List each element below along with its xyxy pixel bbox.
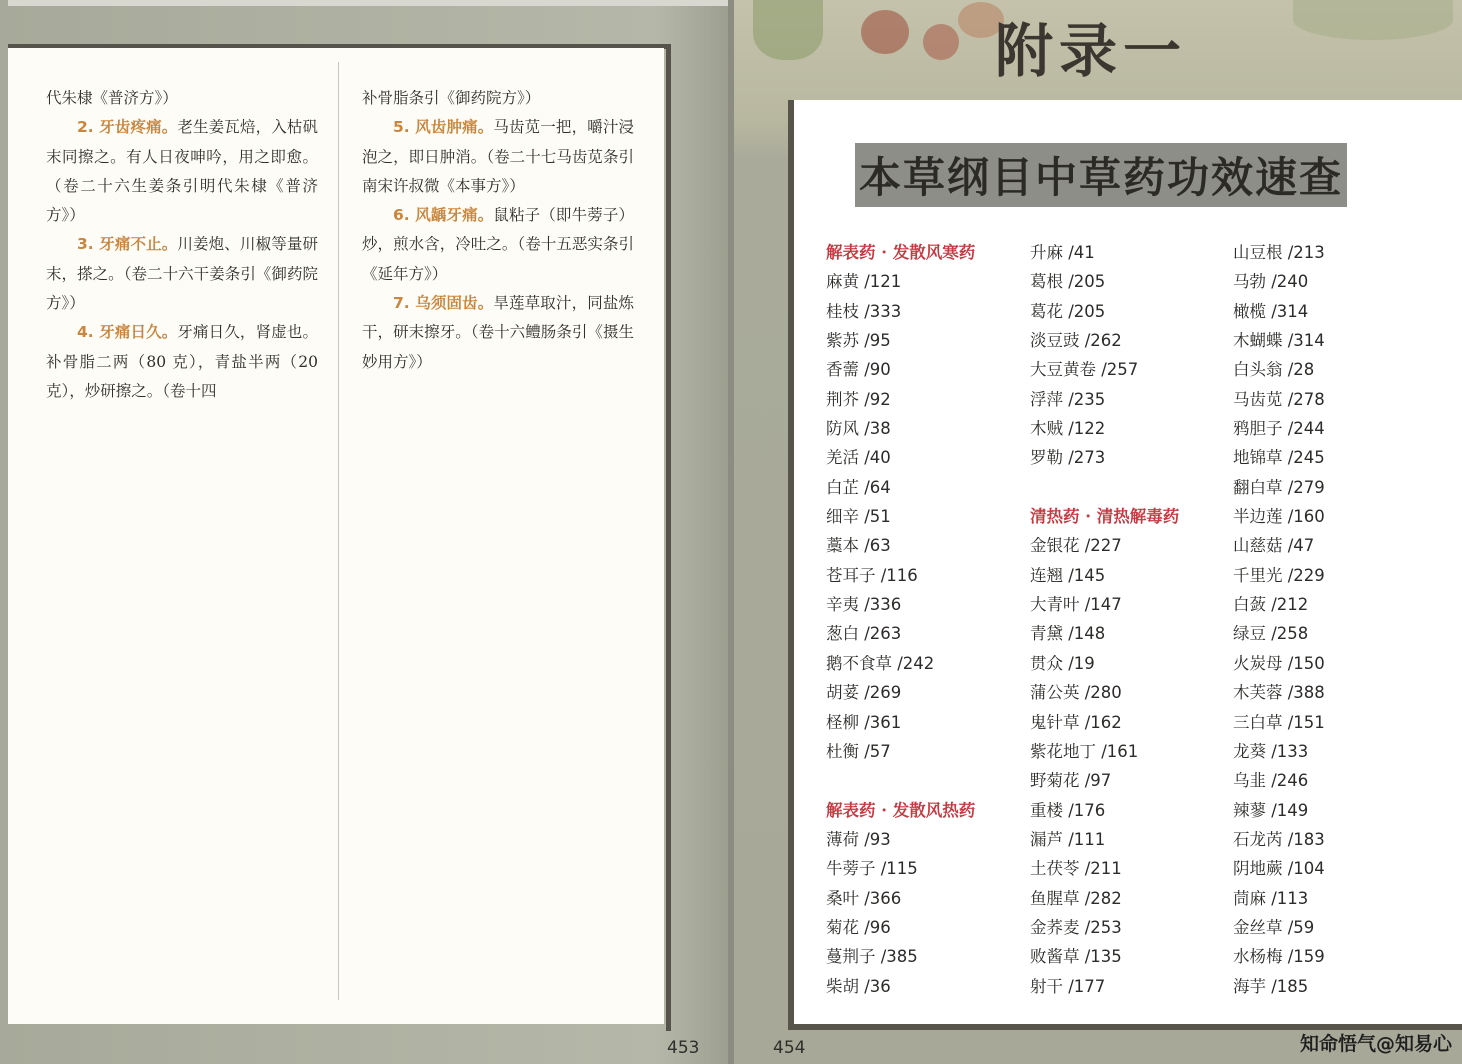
page-title: 本草纲目中草药功效速查 (855, 143, 1347, 207)
remedy-heading: 2. 牙齿疼痛。 (77, 118, 178, 137)
herb-entry: 桑叶 /366 (826, 888, 902, 908)
herb-entry: 薄荷 /93 (826, 829, 891, 849)
herb-entry: 半边莲 /160 (1233, 507, 1325, 527)
herb-entry: 金银花 /227 (1030, 536, 1122, 556)
paragraph (362, 113, 634, 201)
herb-entry: 水杨梅 /159 (1233, 947, 1325, 967)
herb-entry: 绿豆 /258 (1233, 624, 1309, 644)
herb-entry: 射干 /177 (1030, 976, 1106, 996)
herb-entry: 大青叶 /147 (1030, 595, 1122, 615)
herb-entry: 葛花 /205 (1030, 301, 1106, 321)
category-heading: 清热药 · 清热解毒药 (1030, 507, 1180, 527)
herb-entry: 野菊花 /97 (1030, 771, 1112, 791)
paragraph-text: 马齿苋一把，嚼汁浸泡之，即日肿消。（卷二十七马齿苋条引南宋许叔微《本事方》） (362, 118, 634, 195)
herb-entry: 杜衡 /57 (826, 741, 891, 761)
column-divider (338, 62, 339, 1000)
herb-index-column-2 (1030, 238, 1225, 1001)
herb-entry: 败酱草 /135 (1030, 947, 1122, 967)
herb-entry: 漏芦 /111 (1030, 829, 1106, 849)
page-edge-strip (8, 0, 730, 6)
herb-entry: 千里光 /229 (1233, 565, 1325, 585)
herb-entry: 鸦胆子 /244 (1233, 419, 1325, 439)
category-heading: 解表药 · 发散风寒药 (826, 243, 976, 262)
remedy-heading: 7. 乌须固齿。 (393, 294, 494, 313)
herb-entry: 藁本 /63 (826, 536, 891, 556)
paragraph (46, 113, 318, 230)
herb-entry: 山慈菇 /47 (1233, 536, 1315, 556)
watermark: 知命悟气@知易心 (1299, 1033, 1452, 1055)
page-number-left: 453 (667, 1038, 700, 1058)
page-number-right: 454 (773, 1038, 806, 1058)
paragraph (362, 201, 634, 289)
herb-index-column-3 (1233, 238, 1428, 1001)
herb-entry: 细辛 /51 (826, 507, 891, 527)
herb-entry: 升麻 /41 (1030, 243, 1095, 262)
herb-entry: 白芷 /64 (826, 477, 891, 497)
appendix-title: 附录一 (995, 17, 1188, 85)
herb-entry: 木蝴蝶 /314 (1233, 331, 1325, 351)
herb-entry: 白蔹 /212 (1233, 595, 1309, 615)
paragraph-text: 川姜炮、川椒等量研末，搽之。（卷二十六干姜条引《御药院方》） (46, 235, 318, 313)
herb-entry: 鹅不食草 /242 (826, 653, 935, 673)
herb-entry: 柴胡 /36 (826, 976, 891, 996)
herb-entry: 贯众 /19 (1030, 653, 1095, 673)
text-column-left (46, 84, 318, 406)
herb-entry: 马勃 /240 (1233, 272, 1309, 292)
herb-entry: 鱼腥草 /282 (1030, 888, 1122, 908)
herb-entry: 青黛 /148 (1030, 624, 1106, 644)
herb-entry: 地锦草 /245 (1233, 448, 1325, 468)
remedy-heading: 3. 牙痛不止。 (77, 235, 178, 254)
paragraph (46, 230, 318, 318)
herb-entry: 茼麻 /113 (1233, 888, 1309, 908)
herb-entry: 蒲公英 /280 (1030, 683, 1122, 703)
paragraph-text: 代朱棣《普济方》） (46, 89, 178, 107)
herb-entry: 紫花地丁 /161 (1030, 741, 1139, 761)
paragraph (362, 84, 634, 113)
spacer (826, 766, 1021, 795)
herb-entry: 阴地蕨 /104 (1233, 859, 1325, 879)
herb-entry: 龙葵 /133 (1233, 741, 1309, 761)
herb-entry: 马齿苋 /278 (1233, 389, 1325, 409)
paragraph-text: 牙痛日久，肾虚也。补骨脂二两（80 克），青盐半两（20 克），炒研擦之。（卷十四 (46, 323, 318, 400)
herb-entry: 荆芥 /92 (826, 389, 891, 409)
herb-entry: 海芋 /185 (1233, 976, 1309, 996)
paragraph-text: 旱莲草取汁，同盐炼干，研末擦牙。（卷十六鳢肠条引《摄生妙用方》） (362, 294, 634, 371)
herb-entry: 三白草 /151 (1233, 712, 1325, 732)
vegetable-illustration (753, 0, 823, 60)
text-column-right (362, 84, 634, 377)
herb-entry: 蔓荆子 /385 (826, 947, 918, 967)
paragraph (46, 84, 318, 113)
vegetable-illustration (923, 24, 959, 60)
herb-entry: 香薷 /90 (826, 360, 891, 380)
herb-entry: 菊花 /96 (826, 917, 891, 937)
herb-entry: 火炭母 /150 (1233, 653, 1325, 673)
remedy-heading: 4. 牙痛日久。 (77, 323, 178, 342)
herb-entry: 罗勒 /273 (1030, 448, 1106, 468)
herb-entry: 葱白 /263 (826, 624, 902, 644)
herb-entry: 石龙芮 /183 (1233, 829, 1325, 849)
remedy-heading: 5. 风齿肿痛。 (393, 118, 494, 137)
herb-entry: 橄榄 /314 (1233, 301, 1309, 321)
vegetable-illustration (1293, 0, 1453, 40)
category-heading: 解表药 · 发散风热药 (826, 800, 976, 820)
herb-entry: 翻白草 /279 (1233, 477, 1325, 497)
paragraph-text: 鼠粘子（即牛蒡子）炒，煎水含，冷吐之。（卷十五恶实条引《延年方》） (362, 206, 634, 283)
herb-entry: 淡豆豉 /262 (1030, 331, 1122, 351)
herb-entry: 土茯苓 /211 (1030, 859, 1122, 879)
herb-entry: 葛根 /205 (1030, 272, 1106, 292)
herb-entry: 紫苏 /95 (826, 331, 891, 351)
herb-entry: 乌韭 /246 (1233, 771, 1309, 791)
remedy-heading: 6. 风龋牙痛。 (393, 206, 494, 225)
paragraph-text: 补骨脂条引《御药院方》） (362, 89, 541, 107)
herb-index-column-1 (826, 238, 1021, 1001)
herb-entry: 羌活 /40 (826, 448, 891, 468)
vegetable-illustration (861, 10, 909, 54)
herb-entry: 连翘 /145 (1030, 565, 1106, 585)
herb-entry: 苍耳子 /116 (826, 565, 918, 585)
spacer (1030, 473, 1225, 502)
book-gutter (728, 0, 734, 1064)
herb-entry: 辣蓼 /149 (1233, 800, 1309, 820)
herb-entry: 牛蒡子 /115 (826, 859, 918, 879)
herb-entry: 白头翁 /28 (1233, 360, 1315, 380)
herb-entry: 山豆根 /213 (1233, 243, 1325, 262)
herb-entry: 防风 /38 (826, 419, 891, 439)
paragraph (46, 318, 318, 406)
herb-entry: 大豆黄卷 /257 (1030, 360, 1139, 380)
paragraph (362, 289, 634, 377)
herb-entry: 金丝草 /59 (1233, 917, 1315, 937)
herb-entry: 柽柳 /361 (826, 712, 902, 732)
paragraph-text: 老生姜瓦焙，入枯矾末同擦之。有人日夜呻吟，用之即愈。（卷二十六生姜条引明代朱棣《普济方》） (46, 118, 318, 225)
herb-entry: 辛夷 /336 (826, 595, 902, 615)
herb-entry: 木芙蓉 /388 (1233, 683, 1325, 703)
herb-entry: 木贼 /122 (1030, 419, 1106, 439)
herb-entry: 金荞麦 /253 (1030, 917, 1122, 937)
herb-entry: 重楼 /176 (1030, 800, 1106, 820)
herb-entry: 胡荽 /269 (826, 683, 902, 703)
herb-entry: 浮萍 /235 (1030, 389, 1106, 409)
herb-entry: 鬼针草 /162 (1030, 712, 1122, 732)
herb-entry: 桂枝 /333 (826, 301, 902, 321)
herb-entry: 麻黄 /121 (826, 272, 902, 292)
